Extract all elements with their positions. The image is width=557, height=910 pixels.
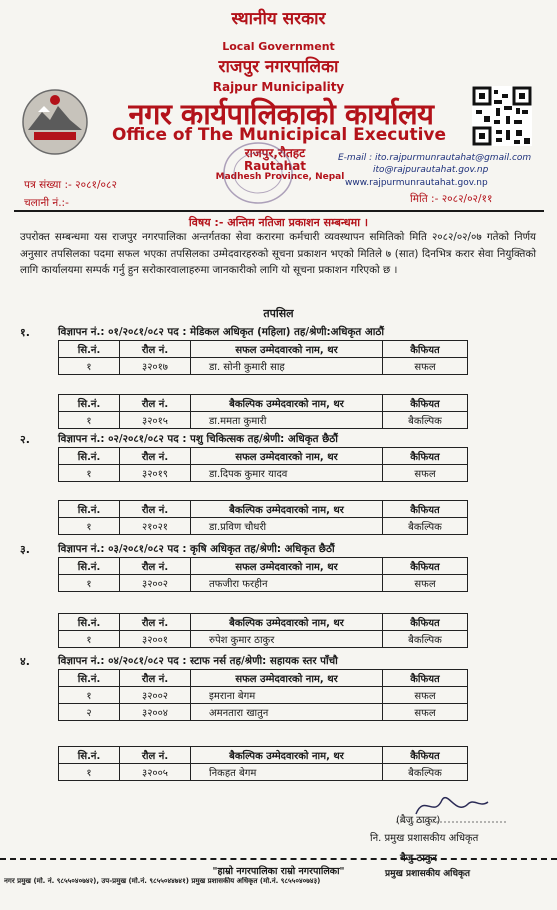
cell-roll: ३२००२ — [120, 575, 191, 592]
cell-remark: बैकल्पिक — [383, 631, 468, 648]
table-row — [59, 575, 468, 592]
cell-name: डा.प्रविण चौधरी — [191, 518, 383, 535]
col-sn: सि.नं. — [59, 558, 120, 575]
col-remarks: कैफियत — [383, 395, 468, 412]
footer-contacts: नगर प्रमुख (मो. नं. ९८५५०४०७४२), उप-प्रमुख (मो.नं. ९८५५०४४७४१) प्रमुख प्रशासकीय अधिकृत (मो.नं. ९८५५०४०७४३) — [4, 877, 321, 885]
footer-divider — [0, 858, 557, 860]
annex-title: तपसिल — [263, 307, 294, 320]
cell-name: अमनतारा खातुन — [191, 704, 383, 721]
gov-title-en: Local Government — [222, 40, 335, 53]
vacancy-line: विज्ञापन नं.: ०३/२०८१/०८२ पद : कृषि अधिकृत तह/श्रेणी: अधिकृत छैठौं — [58, 543, 335, 555]
alternate-table — [58, 746, 468, 781]
col-roll: रौल नं. — [120, 747, 191, 764]
table-header-row — [59, 747, 468, 764]
cell-remark: बैकल्पिक — [383, 412, 468, 429]
office-stamp-icon — [198, 138, 318, 208]
col-name: सफल उम्मेदवारको नाम, थर — [191, 670, 383, 687]
office-title-np: नगर कार्यपालिकाको कार्यालय — [128, 97, 434, 131]
col-sn: सि.नं. — [59, 614, 120, 631]
col-remarks: कैफियत — [383, 501, 468, 518]
col-roll: रौल नं. — [120, 395, 191, 412]
success-table — [58, 340, 468, 375]
col-remarks: कैफियत — [383, 747, 468, 764]
cell-sn: १ — [59, 465, 120, 482]
table-header-row — [59, 670, 468, 687]
alternate-table — [58, 500, 468, 535]
cell-roll: ३२०१७ — [120, 358, 191, 375]
vacancy-number: ४. — [20, 655, 30, 668]
header-divider — [14, 210, 544, 212]
website-link[interactable]: www.rajpurmunrautahat.gov.np — [345, 178, 488, 188]
cell-sn: १ — [59, 358, 120, 375]
col-sn: सि.नं. — [59, 670, 120, 687]
table-header-row — [59, 614, 468, 631]
cell-roll: ३२०१९ — [120, 465, 191, 482]
table-row — [59, 518, 468, 535]
cell-remark: सफल — [383, 704, 468, 721]
success-table — [58, 447, 468, 482]
col-name: सफल उम्मेदवारको नाम, थर — [191, 341, 383, 358]
col-name: बैकल्पिक उम्मेदवारको नाम, थर — [191, 614, 383, 631]
dispatch-number: चलानी नं.:- — [24, 197, 69, 209]
cell-name: इमराना बेगम — [191, 687, 383, 704]
footer-slogan: "हाम्रो नगरपालिका राम्रो नगरपालिका" — [212, 866, 345, 877]
cell-roll: ३२००२ — [120, 687, 191, 704]
nepal-emblem-icon — [20, 84, 90, 160]
vacancy-line: विज्ञापन नं.: ०२/२०८१/०८२ पद : पशु चिकित्सक तह/श्रेणी: अधिकृत छैठौं — [58, 433, 338, 445]
vacancy-line: विज्ञापन नं.: ०१/२०८१/०८२ पद : मेडिकल अधिकृत (महिला) तह/श्रेणी:अधिकृत आठौं — [58, 326, 385, 338]
cell-sn: १ — [59, 518, 120, 535]
cell-sn: १ — [59, 575, 120, 592]
vacancy-number: ३. — [20, 543, 30, 556]
col-roll: रौल नं. — [120, 670, 191, 687]
letter-number: पत्र संख्या :- २०८१/०८२ — [24, 179, 117, 191]
notice-body: उपरोक्त सम्बन्धमा यस राजपुर नगरपालिका अन्तर्गतका सेवा करारमा कर्मचारी व्यवस्थापन समितिको मिति २०८२/०२/०७ गतेको निर्णय अनुसार तपसिलका पदमा सफल भएका तपसिलका उम्मेदवारहरुको सूचना प्रकाशन भएको मितिले ७ (सात) दिनभित्र करार सेवा नियुक्तिको लागि कार्यालयमा सम्पर्क गर्नु हुन सरोकारवालाहरुमा जानकारीको लागि यो सूचना प्रकाशन गरिएको छ । — [20, 231, 536, 276]
col-remarks: कैफियत — [383, 341, 468, 358]
email-primary: E-mail : ito.rajpurmunrautahat@gmail.com — [338, 153, 532, 163]
col-name: बैकल्पिक उम्मेदवारको नाम, थर — [191, 501, 383, 518]
col-roll: रौल नं. — [120, 501, 191, 518]
signatory-name: (बैजु ठाकुर) — [396, 815, 441, 826]
table-header-row — [59, 395, 468, 412]
cell-sn: १ — [59, 412, 120, 429]
col-name: बैकल्पिक उम्मेदवारको नाम, थर — [191, 395, 383, 412]
vacancy-number: १. — [20, 326, 30, 339]
table-header-row — [59, 501, 468, 518]
table-row — [59, 764, 468, 781]
cell-remark: सफल — [383, 575, 468, 592]
col-name: सफल उम्मेदवारको नाम, थर — [191, 558, 383, 575]
cell-name: तफजीरा फरहीन — [191, 575, 383, 592]
cell-remark: सफल — [383, 465, 468, 482]
table-row — [59, 631, 468, 648]
col-sn: सि.नं. — [59, 501, 120, 518]
table-row — [59, 687, 468, 704]
cell-name: निकहत बेगम — [191, 764, 383, 781]
table-header-row — [59, 558, 468, 575]
col-roll: रौल नं. — [120, 558, 191, 575]
subject-line: विषय :- अन्तिम नतिजा प्रकाशन सम्बन्धमा । — [188, 216, 369, 229]
cell-remark: बैकल्पिक — [383, 764, 468, 781]
municipality-title-np: राजपुर नगरपालिका — [218, 57, 339, 77]
place-np: राजपुर,रौतहट — [244, 146, 306, 160]
cell-remark: सफल — [383, 687, 468, 704]
cell-sn: १ — [59, 764, 120, 781]
place-en: Rautahat — [243, 159, 307, 173]
col-roll: रौल नं. — [120, 341, 191, 358]
letter-date: मिति :- २०८२/०२/११ — [410, 193, 493, 205]
cell-sn: १ — [59, 687, 120, 704]
col-remarks: कैफियत — [383, 614, 468, 631]
cell-remark: सफल — [383, 358, 468, 375]
col-sn: सि.नं. — [59, 448, 120, 465]
table-row — [59, 358, 468, 375]
col-roll: रौल नं. — [120, 448, 191, 465]
cell-roll: ३२००४ — [120, 704, 191, 721]
footer-signatory-title: प्रमुख प्रशासकीय अधिकृत — [385, 869, 471, 879]
col-sn: सि.नं. — [59, 395, 120, 412]
col-remarks: कैफियत — [383, 448, 468, 465]
vacancy-line: विज्ञापन नं.: ०४/२०८१/०८२ पद : स्टाफ नर्स तह/श्रेणी: सहायक स्तर पाँचौ — [58, 655, 338, 667]
col-sn: सि.नं. — [59, 747, 120, 764]
province-label: Madhesh Province, Nepal — [215, 172, 345, 182]
success-table — [58, 669, 468, 721]
email-secondary: ito@rajpurautahat.gov.np — [373, 165, 489, 175]
cell-sn: १ — [59, 631, 120, 648]
table-row — [59, 412, 468, 429]
table-header-row — [59, 448, 468, 465]
cell-name: डा.दिपक कुमार यादव — [191, 465, 383, 482]
qr-code-icon — [472, 86, 532, 146]
vacancy-number: २. — [20, 433, 30, 446]
col-remarks: कैफियत — [383, 558, 468, 575]
alternate-table — [58, 613, 468, 648]
table-header-row — [59, 341, 468, 358]
col-roll: रौल नं. — [120, 614, 191, 631]
table-row — [59, 704, 468, 721]
col-sn: सि.नं. — [59, 341, 120, 358]
cell-name: रुपेश कुमार ठाकुर — [191, 631, 383, 648]
cell-sn: २ — [59, 704, 120, 721]
municipality-title-en: Rajpur Municipality — [212, 80, 345, 94]
cell-name: डा.ममता कुमारी — [191, 412, 383, 429]
alternate-table — [58, 394, 468, 429]
signatory-title: नि. प्रमुख प्रशासकीय अधिकृत — [370, 833, 479, 844]
cell-roll: ३२०१५ — [120, 412, 191, 429]
cell-name: डा. सोनी कुमारी साह — [191, 358, 383, 375]
office-title-en: Office of The Municipical Executive — [111, 125, 447, 145]
cell-roll: ३२००५ — [120, 764, 191, 781]
success-table — [58, 557, 468, 592]
col-name: बैकल्पिक उम्मेदवारको नाम, थर — [191, 747, 383, 764]
col-remarks: कैफियत — [383, 670, 468, 687]
footer-signatory-name: बैजु ठाकुर — [400, 853, 437, 864]
cell-roll: ३२००१ — [120, 631, 191, 648]
cell-roll: २१०२१ — [120, 518, 191, 535]
col-name: सफल उम्मेदवारको नाम, थर — [191, 448, 383, 465]
cell-remark: बैकल्पिक — [383, 518, 468, 535]
gov-title-np: स्थानीय सरकार — [231, 9, 326, 29]
table-row — [59, 465, 468, 482]
